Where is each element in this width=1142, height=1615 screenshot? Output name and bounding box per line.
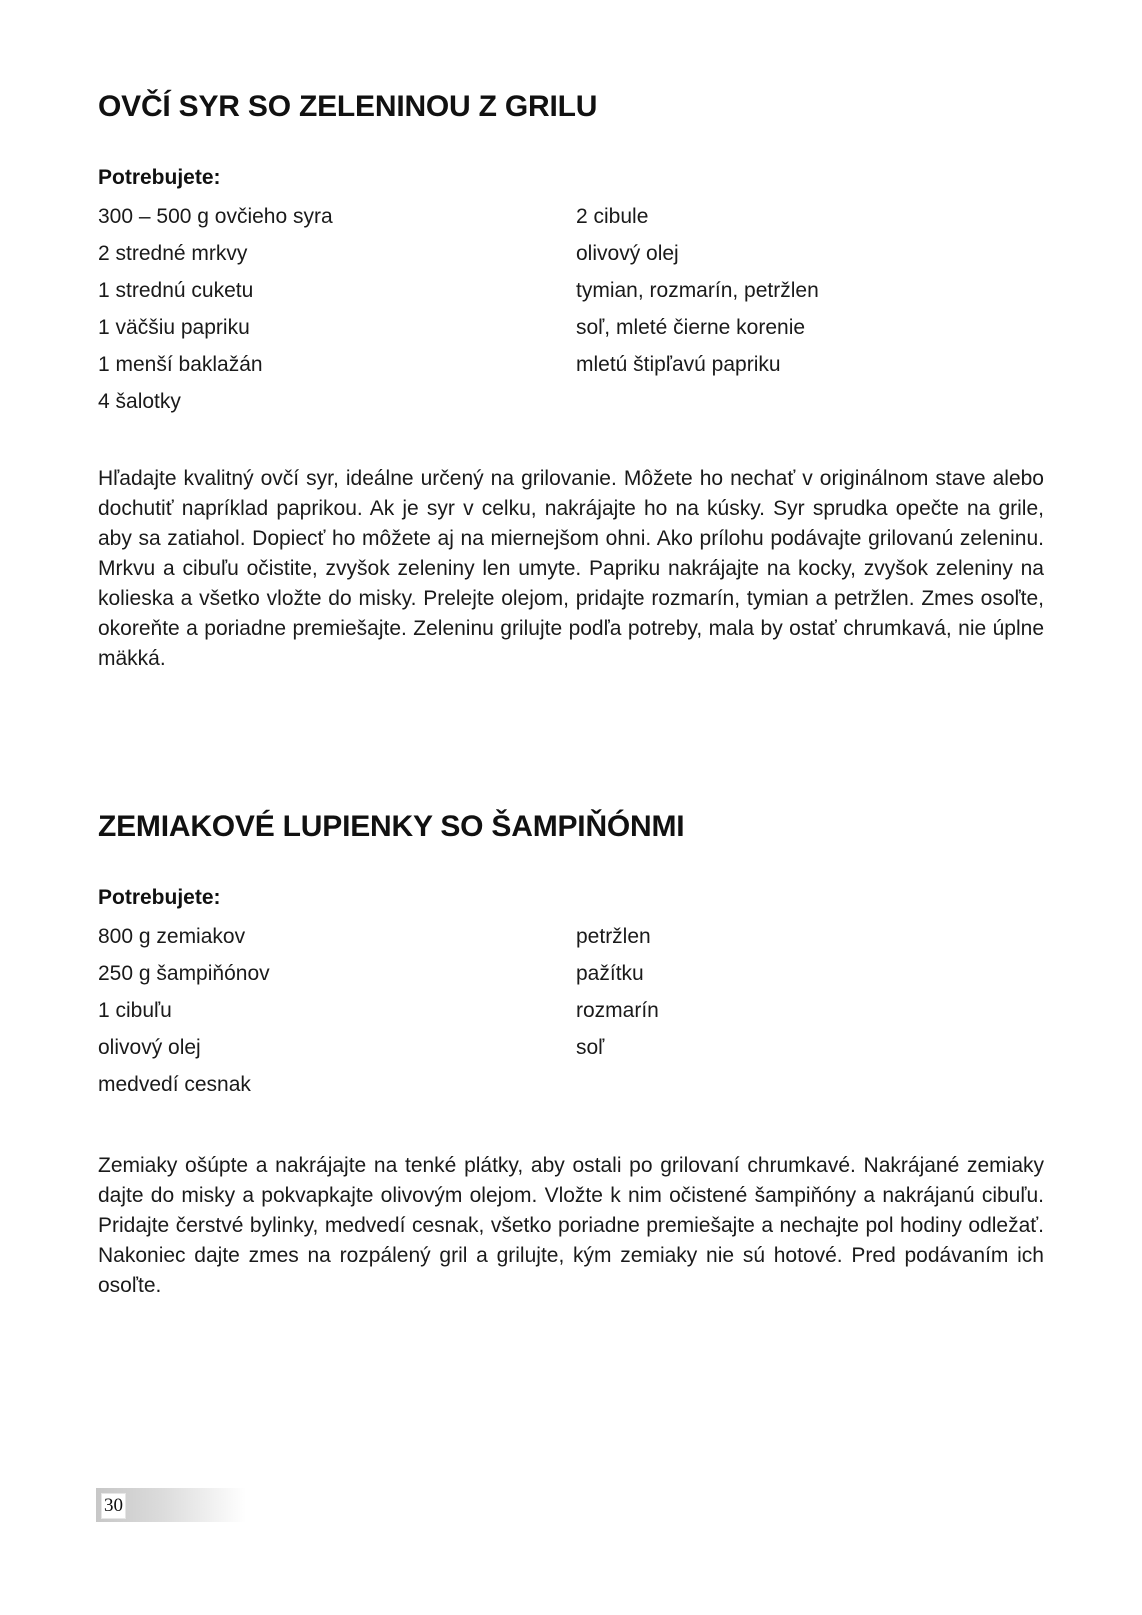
ingredients-list <box>98 918 1048 1103</box>
ingredient-item: soľ <box>576 1036 605 1059</box>
ingredient-item: 1 väčšiu papriku <box>98 316 250 339</box>
ingredient-item: 4 šalotky <box>98 390 181 413</box>
ingredient-item: 2 stredné mrkvy <box>98 242 248 265</box>
recipe-method: Hľadajte kvalitný ovčí syr, ideálne určený na grilovanie. Môžete ho nechať v originálnom stave alebo dochutiť napríklad paprikou. Ak je syr v celku, nakrájajte ho na kúsky. Syr sprudka opečte na grile, aby sa zatiahol. Dopiecť ho môžete aj na miernejšom ohni. Ako prílohu podávajte grilovanú zeleninu. Mrkvu a cibuľu očistite, zvyšok zeleniny len umyte. Papriku nakrájajte na kocky, zvyšok zeleniny na kolieska a všetko vložte do misky. Prelejte olejom, pridajte rozmarín, tymian a petržlen. Zmes osoľte, okoreňte a poriadne premiešajte. Zeleninu grilujte podľa potreby, mala by ostať chrumkavá, nie úplne mäkká. <box>98 467 1044 670</box>
ingredient-item: mletú štipľavú papriku <box>576 353 781 376</box>
ingredient-item: 1 strednú cuketu <box>98 279 254 302</box>
ingredient-item: olivový olej <box>98 1036 201 1059</box>
recipe-method: Zemiaky ošúpte a nakrájajte na tenké plátky, aby ostali po grilovaní chrumkavé. Nakrájané zemiaky dajte do misky a pokvapkajte olivovým olejom. Vložte k nim očistené šampiňóny a nakrájanú cibuľu. Pridajte čerstvé bylinky, medvedí cesnak, všetko poriadne premiešajte a nechajte pol hodiny odležať. Nakoniec dajte zmes na rozpálený gril a grilujte, kým zemiaky nie sú hotové. Pred podávaním ich osoľte. <box>98 1154 1044 1297</box>
ingredient-item: soľ, mleté čierne korenie <box>576 316 806 339</box>
ingredients-heading: Potrebujete: <box>98 886 221 909</box>
recipe-title: ZEMIAKOVÉ LUPIENKY SO ŠAMPIŇÓNMI <box>98 810 685 843</box>
ingredient-item: olivový olej <box>576 242 679 265</box>
ingredient-item: 1 menší baklažán <box>98 353 263 376</box>
recipe-sheep-cheese <box>98 88 1048 674</box>
ingredient-item: 800 g zemiakov <box>98 925 246 948</box>
ingredient-item: 1 cibuľu <box>98 999 172 1022</box>
ingredients-column-right <box>576 918 1036 1103</box>
ingredients-heading: Potrebujete: <box>98 166 221 189</box>
ingredient-item: rozmarín <box>576 999 659 1022</box>
ingredient-item: 2 cibule <box>576 205 649 228</box>
ingredient-item: pažítku <box>576 962 644 985</box>
ingredients-column-left <box>98 918 576 1103</box>
ingredient-item: 250 g šampiňónov <box>98 962 270 985</box>
ingredient-item: tymian, rozmarín, petržlen <box>576 279 819 302</box>
ingredients-list <box>98 198 1048 420</box>
ingredient-item: petržlen <box>576 925 651 948</box>
recipe-potato-chips <box>98 808 1048 1301</box>
ingredients-column-right <box>576 198 1036 420</box>
ingredient-item: medvedí cesnak <box>98 1073 251 1096</box>
ingredients-column-left <box>98 198 576 420</box>
page-number-tab <box>96 1488 246 1522</box>
recipe-title: OVČÍ SYR SO ZELENINOU Z GRILU <box>98 90 598 123</box>
page-number: 30 <box>101 1493 126 1519</box>
ingredient-item: 300 – 500 g ovčieho syra <box>98 205 333 228</box>
